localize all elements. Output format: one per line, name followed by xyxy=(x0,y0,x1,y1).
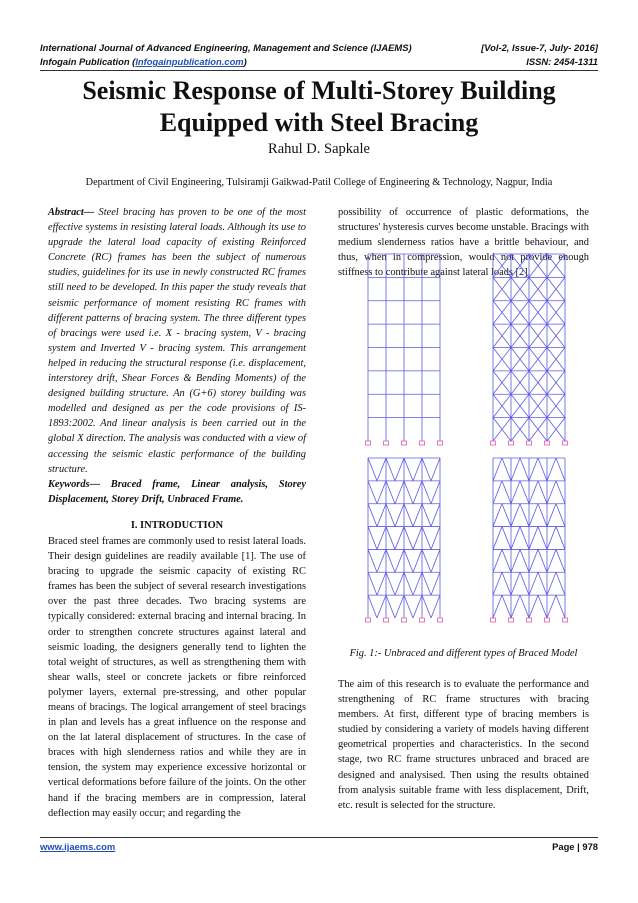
inverted-v-braced-frame-support-icon xyxy=(545,618,550,622)
v-braced-frame-support-icon xyxy=(402,618,407,622)
inverted-v-braced-frame-brace xyxy=(502,504,511,527)
v-braced-frame-brace xyxy=(422,595,431,618)
inverted-v-braced-frame-brace xyxy=(493,504,502,527)
volume-info: [Vol-2, Issue-7, July- 2016] xyxy=(481,42,598,53)
inverted-v-braced-frame-brace xyxy=(538,481,547,504)
inverted-v-braced-frame-brace xyxy=(547,527,556,550)
v-braced-frame-brace xyxy=(386,595,395,618)
unbraced-frame-support-icon xyxy=(384,441,389,445)
v-braced-frame-support-icon xyxy=(366,618,371,622)
journal-header-line2 xyxy=(40,56,598,67)
inverted-v-braced-frame-brace xyxy=(529,527,538,550)
v-braced-frame-brace xyxy=(413,549,422,572)
inverted-v-braced-frame-support-icon xyxy=(491,618,496,622)
v-braced-frame-brace xyxy=(386,527,395,550)
inverted-v-braced-frame-brace xyxy=(538,572,547,595)
paper-title-line2: Equipped with Steel Bracing xyxy=(159,108,479,137)
paper-title-line1: Seismic Response of Multi-Storey Building xyxy=(82,76,556,105)
v-braced-frame-brace xyxy=(431,481,440,504)
inverted-v-braced-frame-brace xyxy=(520,595,529,618)
v-braced-frame-brace xyxy=(377,572,386,595)
publisher-prefix: Infogain Publication ( xyxy=(40,56,136,67)
footer-divider xyxy=(40,837,598,838)
issn: ISSN: 2454-1311 xyxy=(526,56,598,67)
v-braced-frame-brace xyxy=(413,481,422,504)
v-braced-frame-brace xyxy=(377,595,386,618)
website-link[interactable]: www.ijaems.com xyxy=(40,841,116,852)
inverted-v-braced-frame-brace xyxy=(502,527,511,550)
x-braced-frame-support-icon xyxy=(527,441,532,445)
figure-caption: Fig. 1:- Unbraced and different types of Braced Model xyxy=(349,648,578,659)
v-braced-frame-support-icon xyxy=(384,618,389,622)
inverted-v-braced-frame-support-icon xyxy=(527,618,532,622)
v-braced-frame-brace xyxy=(413,504,422,527)
v-braced-frame-brace xyxy=(431,595,440,618)
v-braced-frame-brace xyxy=(422,527,431,550)
v-braced-frame-brace xyxy=(386,549,395,572)
v-braced-frame-brace xyxy=(431,458,440,481)
inverted-v-braced-frame-brace xyxy=(493,572,502,595)
inverted-v-braced-frame-brace xyxy=(493,458,502,481)
v-braced-frame-brace xyxy=(422,458,431,481)
inverted-v-braced-frame-brace xyxy=(547,549,556,572)
v-braced-frame-brace xyxy=(377,504,386,527)
inverted-v-braced-frame-brace xyxy=(493,481,502,504)
v-braced-frame-brace xyxy=(413,458,422,481)
v-braced-frame-support-icon xyxy=(420,618,425,622)
v-braced-frame-brace xyxy=(368,527,377,550)
inverted-v-braced-frame-brace xyxy=(502,481,511,504)
author-name: Rahul D. Sapkale xyxy=(268,141,370,157)
v-braced-frame-brace xyxy=(422,572,431,595)
v-braced-frame-brace xyxy=(368,549,377,572)
right-column-bottom xyxy=(338,677,589,813)
v-braced-frame-brace xyxy=(377,527,386,550)
unbraced-frame-support-icon xyxy=(438,441,443,445)
inverted-v-braced-frame-brace xyxy=(493,527,502,550)
inverted-v-braced-frame-brace xyxy=(547,572,556,595)
v-braced-frame-brace xyxy=(404,527,413,550)
v-braced-frame-support-icon xyxy=(438,618,443,622)
inverted-v-braced-frame-brace xyxy=(556,481,565,504)
x-braced-frame-support-icon xyxy=(491,441,496,445)
v-braced-frame-brace xyxy=(413,527,422,550)
v-braced-frame-brace xyxy=(431,549,440,572)
aim-text: The aim of this research is to evaluate the performance and strengthening of RC frame structures with bracing members. At first, different type of bracing members is studied by considering a variety of models having different geometrical properties and characteristics. In the second stage, two RC frame structures unbraced and braced are designed and analysised. Then using the results obtained from analysis suitable frame with less displacement, Drift, etc. result is selected for the structure. xyxy=(338,679,589,811)
introduction-text: Braced steel frames are commonly used to resist lateral loads. Their design guidelines are readily available [1]. The use of bracing to upgrade the seismic capacity of existing RC frames has been the subject of several research investigations over the past three decades. Two bracing systems are typically considered: external bracing and internal bracing. In order to strengthen concrete structures against lateral and seismic loading, the designers generally tend to lighten the total weight of structures, as well as strengthening them with shear walls, steel or concrete jackets or fibre reinforced polymer layers, external pre-stressing, and other popular means of bracings. The logical arrangement of steel bracings in plan and levels has a great influence on the response and on the lat lateral displacement of structures. In the case of braces with high slenderness ratios and while they are in tension, the system may experience excessive horizontal or vertical deformations before failure of the joints. On the other hand if the bracing members are in compression, lateral deflection may easily occur; and regarding the xyxy=(48,535,306,819)
inverted-v-braced-frame-brace xyxy=(511,504,520,527)
publisher-suffix: ) xyxy=(243,56,247,67)
inverted-v-braced-frame-brace xyxy=(511,549,520,572)
v-braced-frame-brace xyxy=(377,549,386,572)
inverted-v-braced-frame-brace xyxy=(529,572,538,595)
v-braced-frame-brace xyxy=(395,595,404,618)
v-braced-frame-brace xyxy=(368,504,377,527)
inverted-v-braced-frame-brace xyxy=(538,527,547,550)
v-braced-frame-brace xyxy=(413,595,422,618)
v-braced-frame-brace xyxy=(404,549,413,572)
inverted-v-braced-frame-brace xyxy=(502,458,511,481)
abstract xyxy=(48,205,306,477)
v-braced-frame-brace xyxy=(431,572,440,595)
v-braced-frame-brace xyxy=(422,549,431,572)
v-braced-frame-brace xyxy=(395,549,404,572)
v-braced-frame-brace xyxy=(368,458,377,481)
x-braced-frame-support-icon xyxy=(545,441,550,445)
v-braced-frame-brace xyxy=(386,481,395,504)
inverted-v-braced-frame-brace xyxy=(529,504,538,527)
inverted-v-braced-frame-brace xyxy=(511,481,520,504)
affiliation: Department of Civil Engineering, Tulsiramji Gaikwad-Patil College of Engineering & Technology, Nagpur, India xyxy=(85,177,553,188)
inverted-v-braced-frame-brace xyxy=(520,572,529,595)
unbraced-frame-support-icon xyxy=(420,441,425,445)
journal-header-line1 xyxy=(40,42,598,53)
v-braced-frame-brace xyxy=(431,504,440,527)
inverted-v-braced-frame-brace xyxy=(556,549,565,572)
v-braced-frame-brace xyxy=(431,527,440,550)
v-braced-frame-brace xyxy=(422,481,431,504)
inverted-v-braced-frame-brace xyxy=(502,572,511,595)
inverted-v-braced-frame-brace xyxy=(538,595,547,618)
inverted-v-braced-frame-brace xyxy=(547,458,556,481)
v-braced-frame-brace xyxy=(386,504,395,527)
continuation-text: possibility of occurrence of plastic deformations, the structures' hysteresis curves become unstable. Bracings with medium slenderness ratios have a brittle behaviour, and thus, when in compression, would not provide enough stiffness to contribute against lateral loads [2]. xyxy=(338,207,589,279)
inverted-v-braced-frame-brace xyxy=(520,549,529,572)
page-footer xyxy=(40,841,598,852)
v-braced-frame-brace xyxy=(368,595,377,618)
inverted-v-braced-frame-brace xyxy=(520,504,529,527)
unbraced-frame-support-icon xyxy=(402,441,407,445)
v-braced-frame-brace xyxy=(386,572,395,595)
inverted-v-braced-frame-brace xyxy=(502,595,511,618)
inverted-v-braced-frame-brace xyxy=(538,458,547,481)
v-braced-frame-brace xyxy=(395,572,404,595)
publisher-link[interactable]: Infogainpublication.com xyxy=(135,56,244,67)
v-braced-frame-brace xyxy=(377,481,386,504)
abstract-label: Abstract— xyxy=(48,207,95,218)
inverted-v-braced-frame-brace xyxy=(520,527,529,550)
inverted-v-braced-frame-brace xyxy=(547,595,556,618)
inverted-v-braced-frame-brace xyxy=(547,504,556,527)
inverted-v-braced-frame-brace xyxy=(529,549,538,572)
v-braced-frame-brace xyxy=(404,572,413,595)
bracing-models-figure xyxy=(338,248,589,640)
v-braced-frame-brace xyxy=(404,458,413,481)
keywords xyxy=(48,477,306,507)
inverted-v-braced-frame-brace xyxy=(520,481,529,504)
v-braced-frame-brace xyxy=(377,458,386,481)
v-braced-frame-brace xyxy=(404,595,413,618)
inverted-v-braced-frame-brace xyxy=(538,549,547,572)
v-braced-frame-brace xyxy=(404,481,413,504)
v-braced-frame-brace xyxy=(395,481,404,504)
v-braced-frame-brace xyxy=(368,572,377,595)
section-heading-introduction: I. INTRODUCTION xyxy=(130,519,224,531)
abstract-text: Steel bracing has proven to be one of the most effective systems in resisting lateral loads. Although its use to upgrade the lateral load capacity of existing Reinforced Concrete (RC) frames has been the subject of numerous studies, guidelines for its use in newly constructed RC frames still need to be developed. In this paper the study reveals that seismic performance of moment resisting RC frames with different patterns of bracing system. The three different types of bracings were used i.e. X - bracing system, V - bracing system and Inverted V - bracing system. This arrangement helped in reducing the structural response (i.e. displacement, interstorey drift, Shear Forces & Bending Moments) of the designed building structure. An (G+6) storey building was modelled and designed as per the code provisions of IS-1893:2002. And linear analysis is been carried out in the global X direction. The analysis was conducted with a view of accessing the seismic elastic performance of the building structure. xyxy=(48,207,306,475)
inverted-v-braced-frame-brace xyxy=(493,595,502,618)
inverted-v-braced-frame-brace xyxy=(556,458,565,481)
unbraced-frame-support-icon xyxy=(366,441,371,445)
v-braced-frame-brace xyxy=(422,504,431,527)
inverted-v-braced-frame-brace xyxy=(511,458,520,481)
x-braced-frame-support-icon xyxy=(563,441,568,445)
inverted-v-braced-frame-brace xyxy=(511,595,520,618)
journal-name: International Journal of Advanced Engineering, Management and Science (IJAEMS) xyxy=(40,42,412,53)
inverted-v-braced-frame-brace xyxy=(529,458,538,481)
inverted-v-braced-frame-brace xyxy=(538,504,547,527)
inverted-v-braced-frame-brace xyxy=(556,572,565,595)
inverted-v-braced-frame-support-icon xyxy=(563,618,568,622)
inverted-v-braced-frame-brace xyxy=(556,527,565,550)
inverted-v-braced-frame-brace xyxy=(556,595,565,618)
x-braced-frame-support-icon xyxy=(509,441,514,445)
inverted-v-braced-frame-brace xyxy=(511,572,520,595)
inverted-v-braced-frame-brace xyxy=(502,549,511,572)
v-braced-frame-brace xyxy=(413,572,422,595)
inverted-v-braced-frame-brace xyxy=(529,595,538,618)
page-number: Page | 978 xyxy=(552,841,598,852)
inverted-v-braced-frame-brace xyxy=(547,481,556,504)
v-braced-frame-brace xyxy=(386,458,395,481)
header-divider xyxy=(40,70,598,71)
v-braced-frame-brace xyxy=(368,481,377,504)
inverted-v-braced-frame-brace xyxy=(556,504,565,527)
v-braced-frame-brace xyxy=(404,504,413,527)
paper-title xyxy=(0,75,638,139)
v-braced-frame-brace xyxy=(395,527,404,550)
keywords-label: Keywords— xyxy=(48,478,100,490)
left-column xyxy=(48,205,306,821)
v-braced-frame-brace xyxy=(395,504,404,527)
inverted-v-braced-frame-support-icon xyxy=(509,618,514,622)
keywords-text: Braced frame, Linear analysis, Storey Displacement, Storey Drift, Unbraced Frame. xyxy=(48,478,306,505)
inverted-v-braced-frame-brace xyxy=(493,549,502,572)
inverted-v-braced-frame-brace xyxy=(529,481,538,504)
inverted-v-braced-frame-brace xyxy=(511,527,520,550)
v-braced-frame-brace xyxy=(395,458,404,481)
inverted-v-braced-frame-brace xyxy=(520,458,529,481)
